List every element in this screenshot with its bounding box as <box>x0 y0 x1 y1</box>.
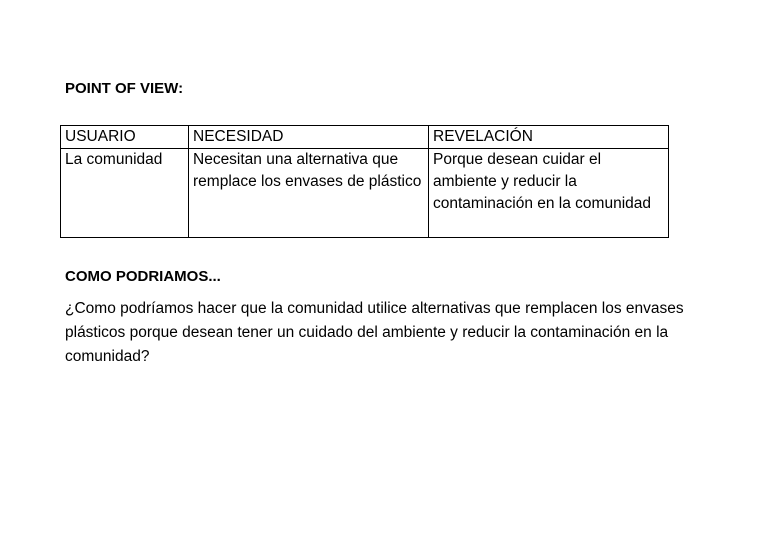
cell-revelacion: Porque desean cuidar el ambiente y reducir la contaminación en la comunidad <box>429 149 669 238</box>
point-of-view-table <box>60 125 669 238</box>
header-necesidad: NECESIDAD <box>189 126 429 149</box>
table-row <box>61 149 669 238</box>
header-revelacion: REVELACIÓN <box>429 126 669 149</box>
cell-usuario: La comunidad <box>61 149 189 238</box>
how-might-we-question: ¿Como podríamos hacer que la comunidad utilice alternativas que remplacen los envases plásticos porque desean tener un cuidado del ambiente y reducir la contaminación en la comunidad? <box>65 300 684 365</box>
cell-necesidad: Necesitan una alternativa que remplace los envases de plástico <box>189 149 429 238</box>
table-header-row <box>61 126 669 149</box>
point-of-view-heading: POINT OF VIEW: <box>65 80 184 97</box>
header-usuario: USUARIO <box>61 126 189 149</box>
como-podriamos-heading: COMO PODRIAMOS... <box>65 268 221 285</box>
